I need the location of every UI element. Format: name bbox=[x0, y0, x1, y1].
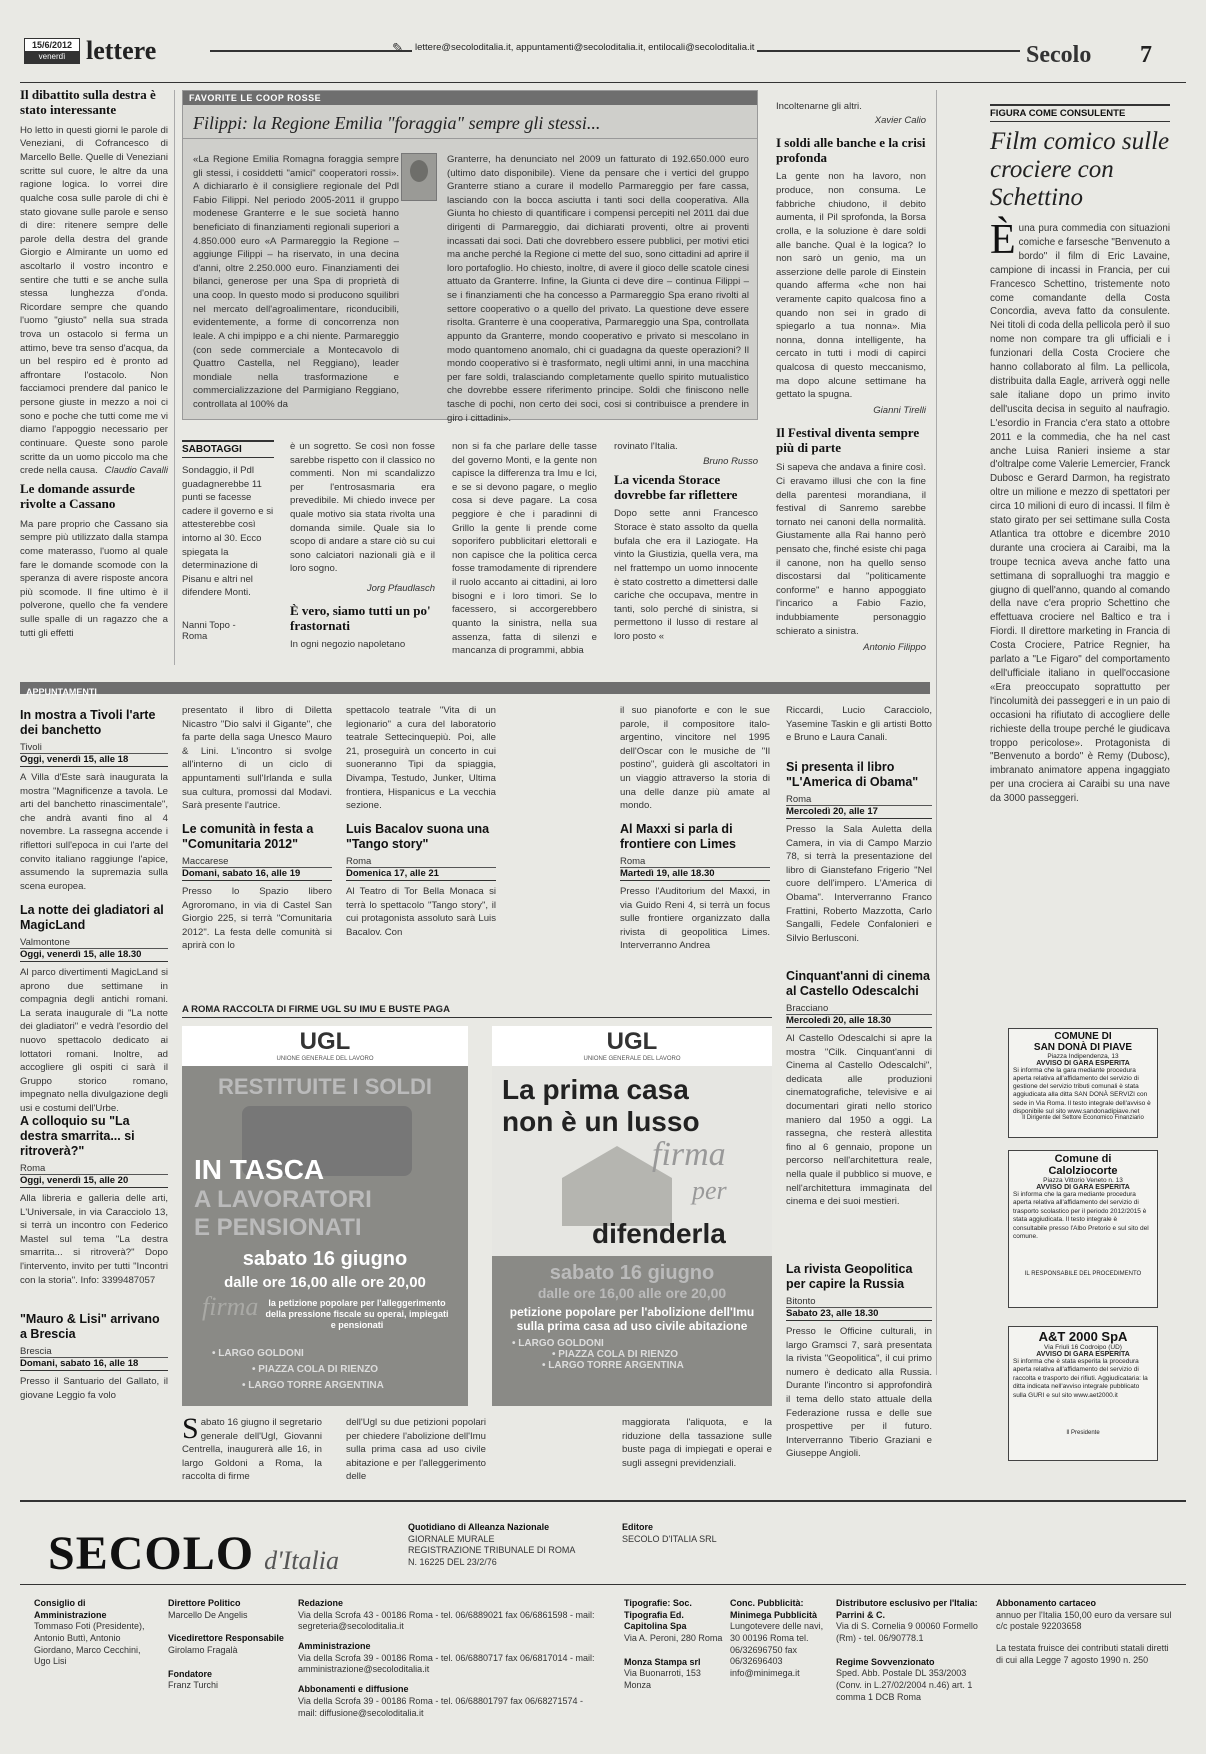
ad-aet-2000 bbox=[1008, 1326, 1158, 1461]
masthead-line: Via della Scrofa 43 - 00186 Roma - tel. 06/6889021 fax 06/6861598 - mail: segreteria@secoloditalia.it bbox=[298, 1609, 595, 1632]
letters-middle-3 bbox=[614, 440, 758, 665]
masthead-printers bbox=[624, 1598, 724, 1692]
column-divider bbox=[936, 90, 937, 1375]
poster-time: dalle ore 16,00 alle ore 20,00 bbox=[224, 1274, 426, 1291]
ad-title: COMUNE DI bbox=[1054, 1031, 1112, 1042]
masthead-line: Sped. Abb. Postale DL 353/2003 (Conv. in L.27/02/2004 n.46) art. 1 comma 1 DCB Roma bbox=[836, 1668, 973, 1702]
masthead-line: N. 16225 DEL 23/2/76 bbox=[408, 1557, 497, 1568]
letter-headline: È vero, siamo tutti un po' frastornati bbox=[290, 603, 431, 633]
event-text: Presso lo Spazio libero Agroromano, in via di Castel San Giorgio 225, si terrà "Comunitaria 2012". La festa delle comunità si aprirà con lo bbox=[182, 886, 332, 952]
header-day: venerdì bbox=[25, 51, 79, 63]
poster-location[interactable]: • LARGO GOLDONI bbox=[512, 1337, 604, 1349]
letter-headline: I soldi alle banche e la crisi profonda bbox=[776, 134, 926, 165]
event-title: In mostra a Tivoli l'arte dei banchetto bbox=[20, 708, 156, 737]
portrait-head bbox=[410, 160, 428, 182]
ad-subtitle: AVVISO DI GARA ESPERITA bbox=[1036, 1184, 1130, 1191]
ad-subtitle: AVVISO DI GARA ESPERITA bbox=[1036, 1060, 1130, 1067]
poster-date: sabato 16 giugno bbox=[549, 1262, 715, 1284]
masthead-board bbox=[34, 1598, 154, 1668]
event-title: La notte dei gladiatori al MagicLand bbox=[20, 903, 164, 932]
poster-headline: IN TASCA bbox=[194, 1154, 325, 1185]
ad-body: Si informa che la gara mediante procedura aperta relativa all'affidamento del servizio di gestione del servizio tributi comunali è stata aggiudicata alla ditta SAN DONÀ SERVIZI con sede in Via Roma. Il testo integrale dell'avviso è disponibile sul sito www.sandonadipiave.net bbox=[1013, 1067, 1151, 1115]
column-divider bbox=[174, 90, 175, 665]
masthead-line: Via Buonarroti, 153 Monza bbox=[624, 1668, 701, 1691]
masthead-line: Quotidiano di Alleanza Nazionale bbox=[408, 1522, 550, 1532]
poster-date: sabato 16 giugno bbox=[242, 1248, 408, 1270]
poster-location[interactable]: • PIAZZA COLA DI RIENZO bbox=[252, 1364, 379, 1375]
masthead-heading: Vicedirettore Responsabile bbox=[168, 1633, 284, 1644]
event-text: Al Teatro di Tor Bella Monaca si terrà lo spettacolo "Tango story", il cui protagonista assoluto sarà Luis Bacalov. Con bbox=[346, 886, 496, 938]
masthead-logo bbox=[48, 1526, 339, 1581]
event-date: Mercoledì 20, alle 18.30 bbox=[786, 1015, 932, 1028]
masthead-heading: Regime Sovvenzionato bbox=[836, 1656, 935, 1667]
masthead-line: La testata fruisce dei contributi statali diretti di cui alla Legge 7 agosto 1990 n. 250 bbox=[996, 1643, 1169, 1665]
masthead-line: Lungotevere delle navi, 30 00196 Roma tel. 06/32696750 fax 06/32696403 info@minimega.it bbox=[730, 1621, 824, 1679]
letter-headline: Il Festival diventa sempre più di parte bbox=[776, 425, 920, 456]
poster-petition: la petizione popolare per l'alleggerimento della pressione fiscale su operai, impiegati e pensionati bbox=[265, 1298, 449, 1330]
event-text: Al parco divertimenti MagicLand si aprono due settimane in compagnia degli antichi romani. La serata inaugurale di "La notte dei gladiatori" e vedrà l'esordio del nuovo spettacolo dedicato ai lottatori romani. Inoltre, ad accogliere gli ospiti ci sarà il Gruppo storico romano, impegnato nella divulgazione degli usi e costumi dell'Urbe. bbox=[20, 967, 168, 1115]
masthead-distribution bbox=[836, 1598, 986, 1704]
event-title: La rivista Geopolitica per capire la Russia bbox=[786, 1262, 913, 1291]
masthead-registration bbox=[408, 1522, 598, 1569]
ugl-logo: UGL bbox=[299, 1028, 351, 1055]
sabotaggi-text: Sondaggio, il Pdl guadagnerebbe 11 punti se facesse cadere il governo e si attesterebbe così intorno al 30. Ecco spiegata la determinazione di Pisanu e altri nel difendere Monti. bbox=[182, 465, 274, 599]
poster-firma: firma bbox=[652, 1136, 726, 1173]
event-title: Le comunità in festa a "Comunitaria 2012" bbox=[182, 822, 314, 851]
ugl-poster-prima-casa bbox=[492, 1026, 772, 1406]
event-date: Mercoledì 20, alle 17 bbox=[786, 806, 932, 819]
coop-headline: Filippi: la Regione Emilia "foraggia" sempre gli stessi... bbox=[183, 105, 757, 139]
masthead-editor bbox=[622, 1522, 772, 1545]
letter-body: rovinato l'Italia. bbox=[614, 441, 678, 452]
appuntamenti-title: APPUNTAMENTI bbox=[26, 687, 97, 697]
masthead-logo-sub: d'Italia bbox=[264, 1546, 339, 1575]
masthead-heading: Distributore esclusivo per l'Italia: Parrini & C. bbox=[836, 1598, 978, 1620]
ad-signature: Il Dirigente del Settore Economico Finanziario bbox=[1022, 1115, 1144, 1121]
masthead-advertising bbox=[730, 1598, 830, 1680]
letter-signature: Antonio Filippo bbox=[863, 642, 926, 654]
letter-signature: Jorg Pfaudlasch bbox=[366, 583, 435, 594]
masthead-heading: Redazione bbox=[298, 1598, 344, 1608]
event-title: Cinquant'anni di cinema al Castello Odescalchi bbox=[786, 969, 930, 998]
letter-headline: Il dibattito sulla destra è stato interessante bbox=[20, 87, 156, 117]
masthead-heading: Monza Stampa srl bbox=[624, 1656, 701, 1667]
masthead-line: Franz Turchi bbox=[168, 1680, 219, 1691]
letter-body: è un sogretto. Se così non fosse sarebbe rispetto con il classico no commenti. Non mi scandalizzo per l'entrosasmaria era prevedibile. Mi chiedo invece per quale motivo sia stata rivolta una domanda simile. Quale sia lo scopo di andare a stare ciò su cui sono calciatori nazionali già e il loro sogno. bbox=[290, 441, 435, 575]
ad-subtitle: AVVISO DI GARA ESPERITA bbox=[1036, 1351, 1130, 1358]
masthead-subscription bbox=[996, 1598, 1176, 1666]
event-place: Bitonto bbox=[786, 1296, 932, 1308]
event-place: Bracciano bbox=[786, 1003, 932, 1015]
ad-address: Piazza Indipendenza, 13 bbox=[1047, 1053, 1119, 1060]
masthead bbox=[20, 1500, 1186, 1740]
film-article bbox=[990, 104, 1170, 999]
event-text: Presso la Sala Auletta della Camera, in via di Campo Marzio 78, si terrà la presentazione del libro di Gianstefano Frigerio "Nel cuore dell'impero. L'America di Obama". Interverranno Franco Frattini, Roberto Mazzotta, Carlo Sangalli, Fedele Confalonieri e Silvio Berlusconi. bbox=[786, 824, 932, 944]
ugl-subtitle: UNIONE GENERALE DEL LAVORO bbox=[583, 1056, 681, 1062]
sabotaggi-signature: Nanni Topo - Roma bbox=[182, 620, 236, 642]
event-title: A colloquio su "La destra smarrita... si ritroverà?" bbox=[20, 1114, 135, 1158]
masthead-line: Tommaso Foti (Presidente), Antonio Buttì, Antonio Giordano, Marco Cecchini, Ugo Lisi bbox=[34, 1621, 145, 1667]
masthead-divider bbox=[20, 1584, 1186, 1585]
ugl-logo-bar bbox=[182, 1026, 468, 1066]
masthead-heading: Conc. Pubblicità: Minimega Pubblicità bbox=[730, 1598, 818, 1620]
poster-headline: A LAVORATORI bbox=[194, 1186, 372, 1213]
poster-headline: RESTITUITE I SOLDI bbox=[218, 1074, 432, 1099]
ad-title: A&T 2000 SpA bbox=[1038, 1329, 1128, 1344]
letter-headline: Le domande assurde rivolte a Cassano bbox=[20, 480, 135, 511]
paper-name: Secolo bbox=[1020, 42, 1097, 69]
event-text: Presso le Officine culturali, in largo Gramsci 7, sarà presentata la rivista "Geopolitica", il cui primo numero è dedicato alla Russia. Durante l'incontro si approfondirà il tema dello stato attuale della Federazione russa e delle sue prospettive per il futuro. Interverranno Tiberio Graziani e Giuseppe Angioli. bbox=[786, 1326, 932, 1460]
letter-body: Incoltenarne gli altri. bbox=[776, 101, 862, 112]
masthead-heading: Tipografie: Soc. Tipografia Ed. Capitolina Spa bbox=[624, 1598, 692, 1632]
ad-address: Via Friuli 16 Codroipo (UD) bbox=[1044, 1344, 1122, 1351]
ugl-poster-soldi bbox=[182, 1026, 468, 1406]
event-place: Roma bbox=[620, 856, 770, 868]
appuntamenti-column-5 bbox=[786, 704, 932, 1484]
ugl-dropcap: S bbox=[182, 1412, 199, 1445]
letter-body: In ogni negozio napoletano bbox=[290, 638, 406, 650]
film-text: una pura commedia con situazioni comiche e farsesche "Benvenuto a bordo" il film di Eric Lavaine, campione di incassi in Francia, per cui Francesco Schettino, tristemente noto come comandante della Costa Concordia, aveva fatto da consulente. Nei titoli di coda della pellicola però il suo nome non compare tra gli ufficiali e i funzionari della Costa Crociere che hanno collaborato al film. La pellicola, distribuita dalla Eagle, arriverà oggi nelle sale italiane dopo un primo invito dell'uscita decisa in seguito al naufragio. L'esordio in Francia c'era stato a ottobre 2011 e la commedia, che ha nel cast anche Luisa Ranieri insieme a star d'oltralpe come Valerie Lemercier, Franck Dubosc e Gerard Darmon, ha registrato oltre un milione e mezzo di spettatori per circa 10 milioni di euro di incassi. Il film è stato girato per sei settimane sulla Costa Atlantica tra ottobre e dicembre 2010 durante una crociera ai Caraibi, ma la troupe tecnica aveva anche fatto una settimana di sopralluoghi tra maggio e giugno di quell'anno, quando al comando della nave c'era proprio Schettino che effettuava crociere nel Baltico e tra i Fiordi. Il direttore marketing in Francia di Costa Crociere, Patrice Regnier, ha parlato a "Le Figaro" del comportamento dell'ufficiale italiano in quell'occasione «Era preoccupato soprattutto per l'incolumità dei passeggeri e in un paio di occasioni ha rifiutato di accogliere delle richieste della troupe perché le giudicava troppo pericolose». Protagonista di "Benvenuto a bordo" è Remy (Dubosc), imbranato animatore appena ingaggiato per una crociera ai Caraibi su una nave da 3000 passeggeri. bbox=[990, 223, 1170, 805]
event-text: Presso l'Auditorium del Maxxi, in via Guido Reni 4, si terrà un focus sulle frontiere organizzato dalla rivista di geopolitica Limes. Interverranno Andrea bbox=[620, 886, 770, 952]
event-date: Domani, sabato 16, alle 18 bbox=[20, 1358, 168, 1371]
letters-middle-1 bbox=[290, 440, 435, 665]
section-title: lettere bbox=[86, 36, 157, 65]
event-text: Riccardi, Lucio Caracciolo, Yasemine Taskin e gli artisti Botto e Bruno e Laura Canali. bbox=[786, 705, 932, 744]
masthead-line: Girolamo Fragalà bbox=[168, 1645, 238, 1656]
event-place: Roma bbox=[786, 794, 932, 806]
poster-time: dalle ore 16,00 alle ore 20,00 bbox=[537, 1285, 727, 1301]
event-date: Domani, sabato 16, alle 19 bbox=[182, 868, 332, 881]
masthead-heading: Abbonamento cartaceo bbox=[996, 1598, 1097, 1608]
letters-column-4 bbox=[776, 100, 926, 665]
event-place: Roma bbox=[346, 856, 496, 868]
film-body bbox=[990, 217, 1170, 992]
masthead-offices bbox=[298, 1598, 598, 1719]
event-date: Domenica 17, alle 21 bbox=[346, 868, 496, 881]
masthead-heading: Abbonamenti e diffusione bbox=[298, 1684, 409, 1695]
letter-signature: Claudio Cavalli bbox=[104, 464, 168, 476]
coop-body-right: Granterre, ha denunciato nel 2009 un fatturato di 192.650.000 euro (ultimo dato disponibile). Viene da pensare che i vertici del gruppo Granterre stiano a curare il modello Parmareggio per fare cassa, lasciando con la bocca asciutta i tanti soci della cooperativa. Alla Giunta ho chiesto di quantificare i compensi percepiti nel 2011 dai due dirigenti di Parmareggio, dai dichiarati proventi, oltre ai proventi incassati dai soci. Dati che dovrebbero essere pubblici, per motivi etici ma anche perché la Regione ci mette del suo, sono cittadini ad aprire il loro portafoglio. Ho chiesto, inoltre, di avere il gioco delle scatole cinesi attuato da Granterre. Infine, la Giunta ci deve dire – continua Filippi – se i finanziamenti che ha concesso a Parmareggio Spa erano rivolti al settore cooperativo o a quello del privato. La questione deve essere risolta. Granterre è una cooperativa, Parmareggio una Spa, controllata appunto da Granterre, mondo cooperativo e privato si mescolano in modo quantomeno anomalo, chi ci guadagna da queste operazioni? Il mondo cooperativo si è trasformato, negli ultimi anni, in una macchina per fare soldi, tralasciando completamente quello spirito mutualistico che dovrebbe essere riferimento principe. Soldi che finiscono nelle tasche di pochi, non certo dei soci, cosi si contribuisce a prendere in giro i cittadini». bbox=[447, 154, 749, 424]
appuntamenti-column-3 bbox=[346, 704, 496, 994]
masthead-line: REGISTRAZIONE TRIBUNALE DI ROMA bbox=[408, 1545, 576, 1556]
event-date: Martedì 19, alle 18.30 bbox=[620, 868, 770, 881]
masthead-directors bbox=[168, 1598, 288, 1692]
poster-headline: non è un lusso bbox=[502, 1106, 700, 1137]
masthead-line: Marcello De Angelis bbox=[168, 1609, 248, 1620]
event-date: Oggi, venerdì 15, alle 18.30 bbox=[20, 949, 168, 962]
poster-photo-area bbox=[492, 1066, 772, 1256]
header-date: 15/6/2012 bbox=[31, 40, 73, 50]
masthead-heading: Direttore Politico bbox=[168, 1598, 241, 1608]
appuntamenti-column-2 bbox=[182, 704, 332, 994]
letter-body: Dopo sette anni Francesco Storace è stato assolto da quella bufala che era il Laziogate. Ha vinto la Giustizia, quella vera, ma nel frattempo un uomo innocente è stato costretto a dimettersi dalle cariche che occupava, mentre in tanti, solo perché di sinistra, si permettono il lusso di restare al loro posto « bbox=[614, 508, 758, 642]
event-place: Maccarese bbox=[182, 856, 332, 868]
letter-signature: Bruno Russo bbox=[703, 455, 758, 467]
event-place: Roma bbox=[20, 1163, 168, 1175]
page-number: 7 bbox=[1140, 42, 1152, 68]
coop-section-bar: FAVORITE LE COOP ROSSE bbox=[183, 91, 757, 105]
masthead-heading: Consiglio di Amministrazione bbox=[34, 1598, 107, 1620]
film-label: FIGURA COME CONSULENTE bbox=[990, 104, 1170, 122]
letter-signature: Xavier Calio bbox=[874, 114, 926, 126]
ad-title: Comune di bbox=[1054, 1153, 1112, 1165]
ugl-bar: A ROMA RACCOLTA DI FIRME UGL SU IMU E BUSTE PAGA bbox=[182, 1004, 772, 1018]
masthead-line: Via della Scrofa 39 - 00186 Roma - tel. 06/68801797 fax 06/68271574 - mail: diffusione@secoloditalia.it bbox=[298, 1695, 584, 1718]
ugl-logo-bar bbox=[492, 1026, 772, 1066]
ad-body: Si informa che la gara mediante procedura aperta relativa all'affidamento del servizio di trasporto scolastico per il periodo 2012/2015 è stata aggiudicata. Il testo integrale è consultabile presso l'Albo Pretorio e sul sito del comune. bbox=[1013, 1191, 1149, 1241]
masthead-heading: Editore bbox=[622, 1522, 654, 1532]
masthead-logo-main: SECOLO bbox=[48, 1527, 255, 1580]
header-emails[interactable]: lettere@secoloditalia.it, appuntamenti@secoloditalia.it, entilocali@secoloditalia.it bbox=[412, 42, 757, 53]
event-date: Sabato 23, alle 18.30 bbox=[786, 1308, 932, 1321]
poster-location[interactable]: • PIAZZA COLA DI RIENZO bbox=[552, 1348, 679, 1360]
film-headline: Film comico sulle crociere con Schettino bbox=[990, 128, 1170, 211]
ugl-section bbox=[182, 1004, 772, 1483]
ad-signature: Il Presidente bbox=[1066, 1430, 1100, 1436]
letter-signature: Gianni Tirelli bbox=[873, 405, 926, 417]
event-text: Al Castello Odescalchi si apre la mostra "Cilk. Cinquant'anni di Cinema al Castello Odescalchi", dedicata alle produzioni cinematografiche, televisive e ai documentari girati nello storico maniero dal 1950 a oggi. La rassegna, che resterà allestita fino al 6 gennaio, propone un percorso nell'architettura reale, nella quale il pubblico si muove, e nell'architettura immaginata del cinema e dei suoi mestieri. bbox=[786, 1033, 932, 1208]
poster-location[interactable]: • LARGO TORRE ARGENTINA bbox=[542, 1359, 684, 1371]
event-title: "Mauro & Lisi" arrivano a Brescia bbox=[20, 1312, 160, 1341]
event-place: Brescia bbox=[20, 1346, 168, 1358]
event-date: Oggi, venerdì 15, alle 20 bbox=[20, 1175, 168, 1188]
masthead-line: Via A. Peroni, 280 Roma bbox=[624, 1633, 723, 1644]
poster-location[interactable]: • LARGO TORRE ARGENTINA bbox=[242, 1380, 384, 1391]
pen-icon: ✎ bbox=[392, 40, 404, 56]
ad-san-dona bbox=[1008, 1028, 1158, 1138]
event-text: il suo pianoforte e con le sue parole, il compositore italo-argentino, vincitore nel 1995 dell'Oscar con le musiche de "Il postino", guiderà gli ascoltatori in un viaggio attraverso la storia di una delle danze più amate al mondo. bbox=[620, 705, 770, 812]
header-date-box bbox=[24, 38, 80, 64]
ad-body: Si informa che è stata esperita la procedura aperta relativa all'affidamento del servizio di raccolta e trasporto dei rifiuti. Aggiudicataria: la ditta indicata nell'avviso integrale pubblicato sulla GURI e sul sito www.aet2000.it bbox=[1013, 1358, 1148, 1399]
masthead-line: Via della Scrofa 39 - 00186 Roma - tel. 06/6880717 fax 06/6817014 - mail: amministrazione@secoloditalia.it bbox=[298, 1652, 595, 1675]
masthead-line: GIORNALE MURALE bbox=[408, 1533, 495, 1544]
appuntamenti-column-1 bbox=[20, 704, 168, 1479]
event-text: spettacolo teatrale "Vita di un legionario" a cura del laboratorio teatrale Settecinquepiù. Poi, alle 21, proseguirà un concerto in cui suoneranno Tipi da spiaggia, Divampa, Testudo, Junker, Ultima frontiera, Hispanicus e La vecchia sezione. bbox=[346, 705, 496, 812]
event-text: presentato il libro di Diletta Nicastro "Dio salvi il Gigante", che fa parte della saga Unesco Mauro & Lini. L'incontro si svolge all'interno di un ciclo di appuntamenti sull'Irlanda e sulla sua cultura, promossi dal Modavi. Sarà presente l'autrice. bbox=[182, 705, 332, 812]
ad-signature: IL RESPONSABILE DEL PROCEDIMENTO bbox=[1024, 1271, 1142, 1277]
ugl-text-3: maggiorata l'aliquota, e la riduzione della tassazione sulle buste paga di impiegati e operai e sugli assegni previdenziali. bbox=[622, 1417, 772, 1469]
filippi-portrait bbox=[401, 153, 437, 201]
event-date: Oggi, venerdì 15, alle 18 bbox=[20, 754, 168, 767]
letter-body: non si fa che parlare delle tasse del governo Monti, e la gente non capisce la differenza tra Imu e Ici, e se si devono pagare, o meglio cosa si deve pagare. La cosa peggiore è che i paradinni di Grillo la gente li prende come soporifero pubblicitari elettorali e non capisce che la politica cerca fosse tramodamente di riprendere il ruolo accanto ai cittadini, ai loro bisogni e i loro timori. Se lo facessero, si accorgerebbero quanto la sinistra, nella sua assenza, fatta di silenzi e mancanza di programmi, abbia bbox=[452, 441, 597, 657]
ad-title: Calolziocorte bbox=[1048, 1165, 1118, 1177]
letter-headline: La vicenda Storace dovrebbe far riflettere bbox=[614, 471, 738, 502]
ad-address: Piazza Vittorio Veneto n. 13 bbox=[1043, 1177, 1123, 1184]
appuntamenti-bar bbox=[20, 682, 930, 697]
event-title: Luis Bacalov suona una "Tango story" bbox=[346, 822, 490, 851]
ad-title: SAN DONÀ DI PIAVE bbox=[1033, 1042, 1133, 1053]
film-dropcap: È bbox=[990, 217, 1016, 263]
sabotaggi-box bbox=[182, 440, 274, 665]
ugl-logo: UGL bbox=[606, 1028, 658, 1055]
event-text: Alla libreria e galleria delle arti, L'Universale, in via Caracciolo 13, si terrà un incontro con Federico Mastel sul tema "La destra smarrita... si ritroverà?" Dopo l'intervento, invito per tutti "Incontri con la storia". Info: 3399487057 bbox=[20, 1193, 168, 1286]
ad-calolziocorte bbox=[1008, 1150, 1158, 1308]
poster-location[interactable]: • LARGO GOLDONI bbox=[212, 1348, 304, 1359]
poster-per: per bbox=[692, 1176, 727, 1205]
poster-headline: E PENSIONATI bbox=[194, 1214, 362, 1241]
masthead-heading: Fondatore bbox=[168, 1668, 212, 1679]
masthead-line: annuo per l'Italia 150,00 euro da versare sul c/c postale 92203658 bbox=[996, 1609, 1172, 1632]
ugl-text-2: dell'Ugl su due petizioni popolari per chiedere l'abolizione dell'Imu sulla prima casa ad uso civile abitazione e per l'alleggerimento delle bbox=[346, 1417, 486, 1483]
ugl-text-1 bbox=[182, 1412, 322, 1483]
page-header bbox=[20, 30, 1186, 76]
header-bottom-rule bbox=[20, 82, 1186, 83]
letter-body: Si sapeva che andava a finire così. Ci eravamo illusi che con la fine della parentesi morandiana, il festival di Sanremo sarebbe tornato nei canoni della normalità. Giustamente alla Rai hanno però pensato che, finché esiste chi paga il canone, non ha quello senso discostarsi dal "politicamente conforme" e hanno appoggiato l'incarico a Fabio Fazio, indubbiamente personaggio schierato a sinistra. bbox=[776, 462, 926, 637]
letters-column-1 bbox=[20, 88, 168, 668]
letter-body: La gente non ha lavoro, non produce, non consuma. Le fabbriche chiudono, il debito aumenta, il Pil sprofonda, la Borsa crolla, e la soluzione è dare soldi alle banche. Qual è la logica? Io non sarò un genio, ma un asserzione delle parole di Einstein quando afferma «che non hai veramente capito qualcosa fino a quando non sei in grado di spiegarlo a tua nonna». Mia nonna, donna intelligente, ha cercato in tutti i modi di capirci qualcosa di questo meccanismo, ma dopo alcune settimane ha gettato la spugna. bbox=[776, 171, 926, 401]
coop-body-left: «La Regione Emilia Romagna foraggia sempre gli stessi, i cosiddetti "amici" cooperatori rossi». A dichiararlo è il consigliere regionale del Pdl Fabio Filippi. Nel periodo 2005-2011 il gruppo modenese Granterre e le sue società hanno beneficiato di finanziamenti regionali superiori a 4.850.000 euro «A Parmareggio la Regione – aggiunge Filippi – ha riservato, in una decina d'anni, oltre 2.250.000 euro. Finanziamenti dei bilanci, generose per una Spa di proprietà di una coop. In questo modo si producono squilibri nel mercato dell'agroalimentare, riconducibili, evidentemente, a forme di concorrenza non leale. A chi impippo e a chi niente. Parmareggio (con sede commerciale a Montecavolo di Quattro Castella, nel Reggiano), leader mondiale nella trasformazione e commercializzazione del Parmigiano Reggiano, controllata al 100% da bbox=[193, 154, 399, 410]
event-place: Tivoli bbox=[20, 742, 168, 754]
letter-body: Ma pare proprio che Cassano sia sempre più utilizzato dalla stampa come materasso, l'uomo al quale fare le domande scomode con la speranza di avere risposte ancora più scomode. Il fine ultimo è il polverone, quello che fa vendere sulle spalle di un ragazzo che a tutti gli effetti bbox=[20, 518, 168, 639]
ugl-subtitle: UNIONE GENERALE DEL LAVORO bbox=[276, 1056, 374, 1062]
appuntamenti-column-4 bbox=[620, 704, 770, 994]
poster-headline: difenderla bbox=[592, 1218, 726, 1249]
coop-article-box bbox=[182, 90, 758, 424]
event-text: A Villa d'Este sarà inaugurata la mostra "Magnificenze a tavola. Le arti del banchetto rinascimentale", che andrà avanti fino al 4 novembre. La rassegna accende i riflettori sull'epoca in cui l'arte del convito italiano raggiunge l'apice, assumendo la supremazia sulla scena europea. bbox=[20, 772, 168, 892]
poster-petition: petizione popolare per l'abolizione dell'Imu sulla prima casa ad uso civile abitazione bbox=[509, 1305, 755, 1334]
sabotaggi-title: SABOTAGGI bbox=[182, 440, 274, 458]
masthead-line: Via di S. Cornelia 9 00060 Formello (Rm) - tel. 06/90778.1 bbox=[836, 1621, 978, 1644]
poster-firma: firma bbox=[202, 1292, 259, 1321]
masthead-line: SECOLO D'ITALIA SRL bbox=[622, 1533, 717, 1544]
letter-body: Ho letto in questi giorni le parole di Veneziani, di Cofrancesco di Marcello Belle. Quelle di Veneziani scritte sul cuore, le altre da una ragione logica. Io vorrei dire qualche cosa sulle parole di chi è stato giovane sulle parole e senso di dire: ritenere sempre delle parole della destra del grande Giorgio e Almirante un uomo ed ascoltarlo il vostro incontro e sentire che tutti e se anche sulla stessa lunghezza d'onda. Ricordare sempre che quando l'uomo "giusto" nella sua strada trova un ostacolo si ferma un attimo, beve tra senso d'acqua, da un bel respiro ed è pronto ad affrontare l'ostacolo. Non facciamoci prendere dal panico le persone giuste in mezzo a noi ci sono e poche che tutti come me vi diamo l'appoggio necessario per continuare. Queste sono parole scritte da un uomo piccolo ma che crede nella causa. bbox=[20, 124, 168, 477]
ugl-text: abato 16 giugno il segretario generale dell'Ugl, Giovanni Centrella, inaugurerà alle 16, in largo Goldoni a Roma, la raccolta di firme bbox=[182, 1417, 322, 1483]
event-title: Al Maxxi si parla di frontiere con Limes bbox=[620, 822, 736, 851]
event-text: Presso il Santuario del Gallato, il giovane Leggio fa volo bbox=[20, 1376, 168, 1401]
poster-headline: La prima casa bbox=[502, 1074, 689, 1105]
event-title: Si presenta il libro "L'America di Obama" bbox=[786, 760, 919, 789]
event-place: Valmontone bbox=[20, 937, 168, 949]
letters-middle-2 bbox=[452, 440, 597, 665]
masthead-heading: Amministrazione bbox=[298, 1641, 371, 1652]
